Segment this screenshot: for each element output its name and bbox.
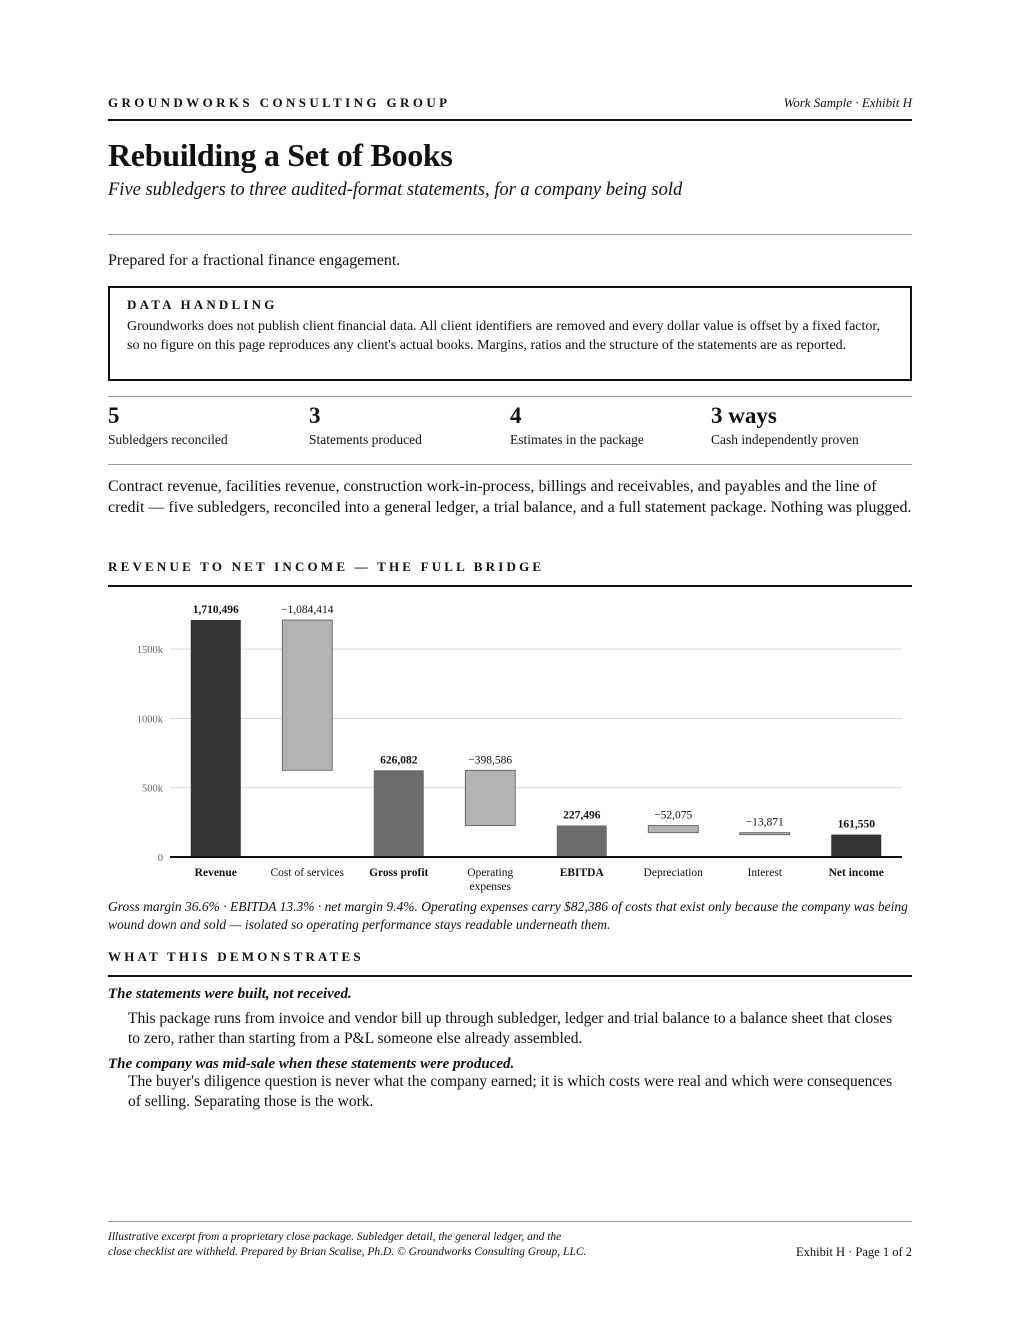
data-handling-text: Groundworks does not publish client financial data. All client identifiers are removed and every dollar value is offset by a fixed factor, so no figure on this page reproduces any client's actual books. Margins, ratios and the structure of the statements are as reported. <box>127 319 880 353</box>
data-label: −52,075 <box>654 809 693 822</box>
x-tick-label: Interest <box>747 867 782 879</box>
intro-paragraph: Contract revenue, facilities revenue, construction work-in-process, billings and receivables, and payables and the line of credit — five subledgers, reconciled into a general ledger, a trial balance, and a full statement package. Nothing was plugged. <box>108 478 912 516</box>
bar-interest <box>740 833 790 835</box>
x-tick-label: Net income <box>828 867 884 879</box>
waterfall-chart <box>108 596 912 896</box>
footer-divider <box>108 1221 912 1222</box>
y-tick-label: 1000k <box>136 714 163 726</box>
page-title: Rebuilding a Set of Books <box>108 137 453 173</box>
demonstrates-section-title: WHAT THIS DEMONSTRATES <box>108 949 912 977</box>
data-label: 1,710,496 <box>192 604 239 616</box>
prepared-note: Prepared for a fractional finance engagement. <box>108 252 401 269</box>
bar-operating-expenses <box>465 770 515 825</box>
data-handling-title: DATA HANDLING <box>127 297 278 312</box>
data-label: −1,084,414 <box>281 604 334 616</box>
x-tick-label: Revenue <box>194 867 237 879</box>
x-tick-label: Operating <box>467 867 514 879</box>
footer-line: close checklist are withheld. Prepared by Brian Scalise, Ph.D. © Groundworks Consulting Group, LLC. <box>108 1246 587 1258</box>
stat-value: 3 <box>309 403 321 428</box>
stats-row <box>108 396 912 465</box>
header-bar <box>108 95 912 121</box>
page-subtitle: Five subledgers to three audited-format statements, for a company being sold <box>108 180 683 200</box>
x-tick-label: Cost of services <box>270 867 344 879</box>
stat-label: Subledgers reconciled <box>108 432 228 447</box>
x-tick-label: Gross profit <box>369 867 429 879</box>
point-body: The buyer's diligence question is never what the company earned; it is which costs were real and which were consequences of selling. Separating those is the work. <box>128 1073 893 1110</box>
firm-name: GROUNDWORKS CONSULTING GROUP <box>108 95 451 110</box>
y-tick-label: 1500k <box>136 645 163 657</box>
stat-label: Estimates in the package <box>510 432 644 447</box>
footer-line: Illustrative excerpt from a proprietary close package. Subledger detail, the general ledger, and the <box>108 1231 562 1243</box>
x-tick-label: expenses <box>469 881 512 893</box>
bar-gross-profit <box>374 770 424 857</box>
bar-cost-of-services <box>282 620 332 770</box>
bar-revenue <box>191 620 241 857</box>
bar-depreciation <box>648 825 698 832</box>
data-label: 626,082 <box>380 754 418 767</box>
y-tick-label: 0 <box>157 853 163 864</box>
point-heading: The company was mid-sale when these statements were produced. <box>108 1056 515 1072</box>
footer-note <box>108 1230 668 1260</box>
point-body: This package runs from invoice and vendor bill up through subledger, ledger and trial balance to a balance sheet that closes to zero, rather than starting from a P&L someone else already assembled. <box>128 1010 893 1047</box>
bar-ebitda <box>557 825 607 857</box>
bar-net-income <box>831 835 881 857</box>
stat-subledgers <box>108 402 308 448</box>
data-label: 227,496 <box>563 809 601 822</box>
point-heading: The statements were built, not received. <box>108 986 352 1002</box>
data-label: −13,871 <box>745 816 784 829</box>
divider <box>108 234 912 235</box>
stat-value: 3 ways <box>711 403 777 428</box>
exhibit-label: Work Sample · Exhibit H <box>783 95 912 110</box>
stat-value: 4 <box>510 403 522 428</box>
x-tick-label: Depreciation <box>643 867 703 879</box>
data-handling-box <box>108 286 912 381</box>
chart-section-title: REVENUE TO NET INCOME — THE FULL BRIDGE <box>108 559 912 587</box>
stat-statements <box>309 402 509 448</box>
page-number: Exhibit H · Page 1 of 2 <box>796 1245 912 1259</box>
y-tick-label: 500k <box>142 783 163 795</box>
stat-value: 5 <box>108 403 120 428</box>
stat-estimates <box>510 402 710 448</box>
data-label: −398,586 <box>468 754 513 767</box>
stat-label: Cash independently proven <box>711 432 859 447</box>
stat-label: Statements produced <box>309 432 422 447</box>
chart-caption: Gross margin 36.6% · EBITDA 13.3% · net margin 9.4%. Operating expenses carry $82,386 of costs that exist only because the company was being wound down and sold — isolated so operating performance stays readable underneath them. <box>108 899 908 932</box>
stat-cash-proofs <box>711 402 911 448</box>
data-label: 161,550 <box>837 818 875 831</box>
x-tick-label: EBITDA <box>559 867 604 879</box>
